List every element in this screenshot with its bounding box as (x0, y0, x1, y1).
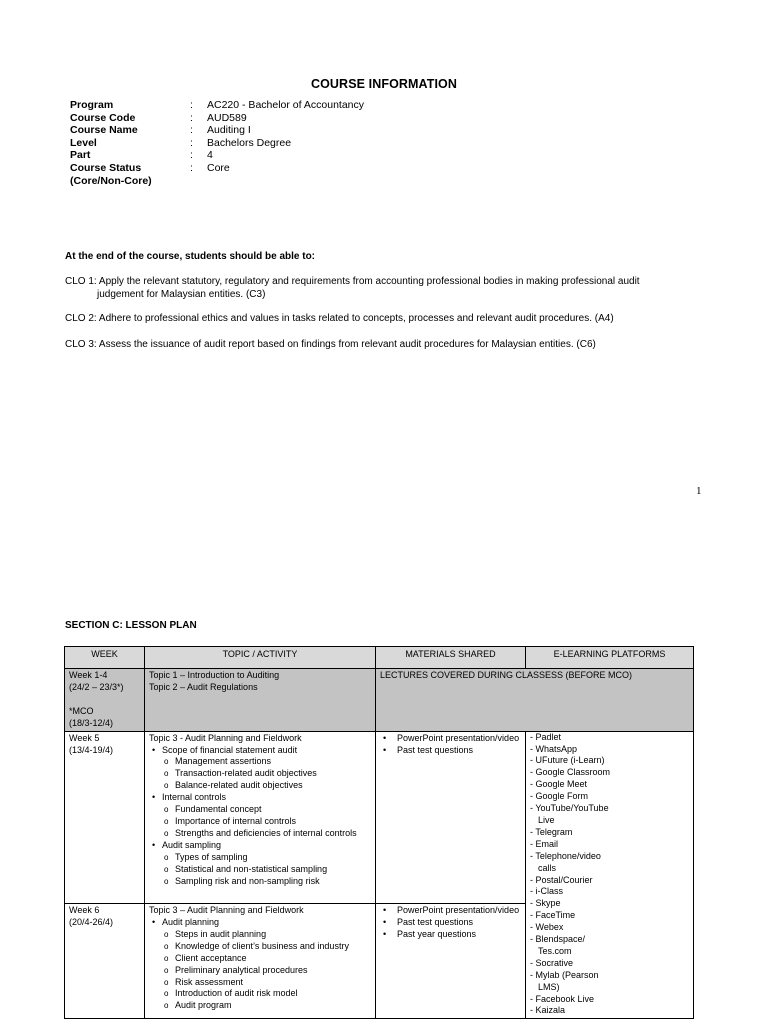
platform-item: - Postal/Courier (530, 874, 593, 885)
platform-item: - Blendspace/ (530, 934, 586, 945)
info-separator: : (190, 124, 193, 137)
mco-note-cell (376, 669, 694, 732)
platform-item: - Telegram (530, 826, 573, 837)
platform-item: - Kaizala (530, 1005, 566, 1016)
subtopic-list (162, 804, 371, 840)
platform-item: LMS) (538, 981, 560, 992)
platform-item: Live (538, 814, 555, 825)
platform-item: - Google Classroom (530, 767, 611, 778)
info-label: Course Code (70, 111, 136, 124)
platform-item: - WhatsApp (530, 743, 578, 754)
header-platforms: E-LEARNING PLATFORMS (526, 647, 694, 669)
subtopic-item: o Knowledge of client’s business and industry (175, 941, 371, 953)
platform-item: - Email (530, 838, 559, 849)
info-label: Course Status (70, 161, 142, 174)
material-item: • Past test questions (397, 917, 521, 929)
topic-title: Topic 3 – Audit Planning and Fieldwork (149, 905, 304, 916)
materials-cell (376, 904, 526, 1019)
material-item: • Past year questions (397, 929, 521, 941)
info-value: Core (207, 161, 230, 174)
info-label: Course Name (70, 124, 138, 137)
platform-item: - Socrative (530, 957, 574, 968)
info-separator: : (190, 99, 193, 111)
topic-title: Topic 3 - Audit Planning and Fieldwork (149, 732, 302, 743)
week-label: Week 1-4 (69, 670, 108, 680)
platform-item: calls (538, 862, 557, 873)
platform-item: - Mylab (Pearson (530, 969, 599, 980)
topic-bullet (162, 745, 371, 793)
platform-item: - Facebook Live (530, 993, 595, 1004)
subtopic-item: o Transaction-related audit objectives (175, 768, 371, 780)
week-cell (65, 731, 145, 903)
topic-cell (145, 904, 376, 1019)
week-dates: (24/2 – 23/3*) (69, 681, 124, 692)
page-title: COURSE INFORMATION (310, 77, 457, 91)
topic-bullet-text: Audit planning (162, 916, 220, 927)
info-label: Level (70, 136, 97, 149)
info-separator: : (190, 136, 193, 149)
clo-3-line1: CLO 3: Assess the issuance of audit report based on findings from relevant audit procedures for Malaysian entities. (C6) (65, 339, 596, 350)
topic-bullet (162, 792, 371, 840)
lesson-plan-table (64, 646, 694, 1019)
materials-cell (376, 731, 526, 903)
platform-item: - i-Class (530, 886, 563, 897)
header-materials: MATERIALS SHARED (376, 647, 526, 669)
course-info-table (70, 99, 364, 187)
table-header-row (65, 647, 694, 669)
subtopic-item: o Balance-related audit objectives (175, 780, 371, 792)
week-cell (65, 669, 145, 732)
info-value: Auditing I (207, 124, 251, 137)
clo-1-line2: judgement for Malaysian entities. (C3) (97, 288, 266, 300)
mco-dates: (18/3-12/4) (69, 717, 114, 728)
platform-item: - FaceTime (530, 910, 576, 921)
platform-item: - Telephone/video (530, 850, 601, 861)
info-value: 4 (207, 149, 213, 162)
subtopic-item: o Management assertions (175, 756, 371, 768)
subtopic-item: o Introduction of audit risk model (175, 988, 371, 1000)
info-row (70, 124, 364, 137)
material-item: • PowerPoint presentation/video (397, 905, 521, 917)
week-label: Week 5 (69, 732, 100, 743)
platform-item: - Google Meet (530, 779, 588, 790)
table-row (65, 731, 694, 903)
platform-item: - Webex (530, 922, 564, 933)
week-label: Week 6 (69, 905, 100, 916)
platform-item: - UFuture (i-Learn) (530, 755, 605, 766)
subtopic-item: o Audit program (175, 1000, 371, 1012)
topic-bullet (162, 840, 371, 888)
page-number: 1 (696, 485, 702, 497)
info-separator: : (190, 111, 193, 124)
info-separator (190, 175, 207, 188)
platform-item: - Padlet (530, 731, 562, 742)
topic-cell (145, 731, 376, 903)
info-row (70, 175, 364, 188)
topic-bullet (162, 917, 371, 1012)
clo-3 (65, 339, 715, 352)
materials-list (380, 733, 521, 757)
platform-list (530, 732, 689, 1018)
info-label: (Core/Non-Core) (70, 174, 152, 187)
materials-list (380, 905, 521, 941)
topic-bullet-list (149, 745, 371, 888)
subtopic-list (162, 756, 371, 792)
outcomes-intro: At the end of the course, students should be able to: (65, 251, 316, 262)
info-row (70, 99, 364, 112)
topic-title: Topic 2 – Audit Regulations (149, 681, 258, 692)
info-row (70, 149, 364, 162)
week-cell (65, 904, 145, 1019)
mco-label: *MCO (69, 705, 94, 716)
info-separator: : (190, 161, 193, 174)
platform-item: - Skype (530, 898, 561, 909)
subtopic-item: o Strengths and deficiencies of internal controls (175, 828, 371, 840)
topic-bullet-text: Internal controls (162, 792, 227, 803)
section-title: SECTION C: LESSON PLAN (65, 620, 197, 631)
subtopic-item: o Preliminary analytical procedures (175, 965, 371, 977)
info-value: AC220 - Bachelor of Accountancy (207, 99, 365, 111)
info-value: Bachelors Degree (207, 136, 292, 149)
topic-bullet-text: Scope of financial statement audit (162, 744, 298, 755)
platform-item: - Google Form (530, 791, 589, 802)
info-label: Part (70, 149, 91, 162)
topic-title: Topic 1 – Introduction to Auditing (149, 670, 280, 680)
header-week: WEEK (65, 647, 145, 669)
subtopic-item: o Steps in audit planning (175, 929, 371, 941)
info-label: Program (70, 99, 114, 111)
material-item: • Past test questions (397, 745, 521, 757)
subtopic-item: o Sampling risk and non-sampling risk (175, 876, 371, 888)
platforms-cell (526, 731, 694, 1019)
info-row (70, 137, 364, 150)
info-value (207, 175, 364, 188)
clo-2-line1: CLO 2: Adhere to professional ethics and values in tasks related to concepts, processes and relevant audit procedures. (A4) (65, 313, 614, 324)
clo-1-line1: CLO 1: Apply the relevant statutory, regulatory and requirements from accounting professional bodies in making professional audit (65, 276, 640, 287)
subtopic-item: o Statistical and non-statistical sampling (175, 864, 371, 876)
material-item: • PowerPoint presentation/video (397, 733, 521, 745)
subtopic-item: o Types of sampling (175, 852, 371, 864)
topic-bullet-list (149, 917, 371, 1012)
info-row (70, 162, 364, 175)
clo-1 (65, 276, 715, 301)
platform-item: - YouTube/YouTube (530, 803, 609, 814)
info-row (70, 112, 364, 125)
subtopic-item: o Client acceptance (175, 953, 371, 965)
info-value: AUD589 (207, 111, 247, 124)
info-separator: : (190, 149, 193, 162)
subtopic-item: o Risk assessment (175, 977, 371, 989)
mco-note: LECTURES COVERED DURING CLASSESS (BEFORE MCO) (380, 670, 633, 680)
subtopic-item: o Fundamental concept (175, 804, 371, 816)
clo-2 (65, 313, 715, 326)
table-row (65, 669, 694, 732)
subtopic-list (162, 852, 371, 888)
topic-bullet-text: Audit sampling (162, 839, 222, 850)
week-dates: (13/4-19/4) (69, 744, 114, 755)
platform-item: Tes.com (538, 945, 572, 956)
subtopic-list (162, 929, 371, 1012)
header-topic: TOPIC / ACTIVITY (145, 647, 376, 669)
week-dates: (20/4-26/4) (69, 916, 114, 927)
subtopic-item: o Importance of internal controls (175, 816, 371, 828)
topic-cell (145, 669, 376, 732)
